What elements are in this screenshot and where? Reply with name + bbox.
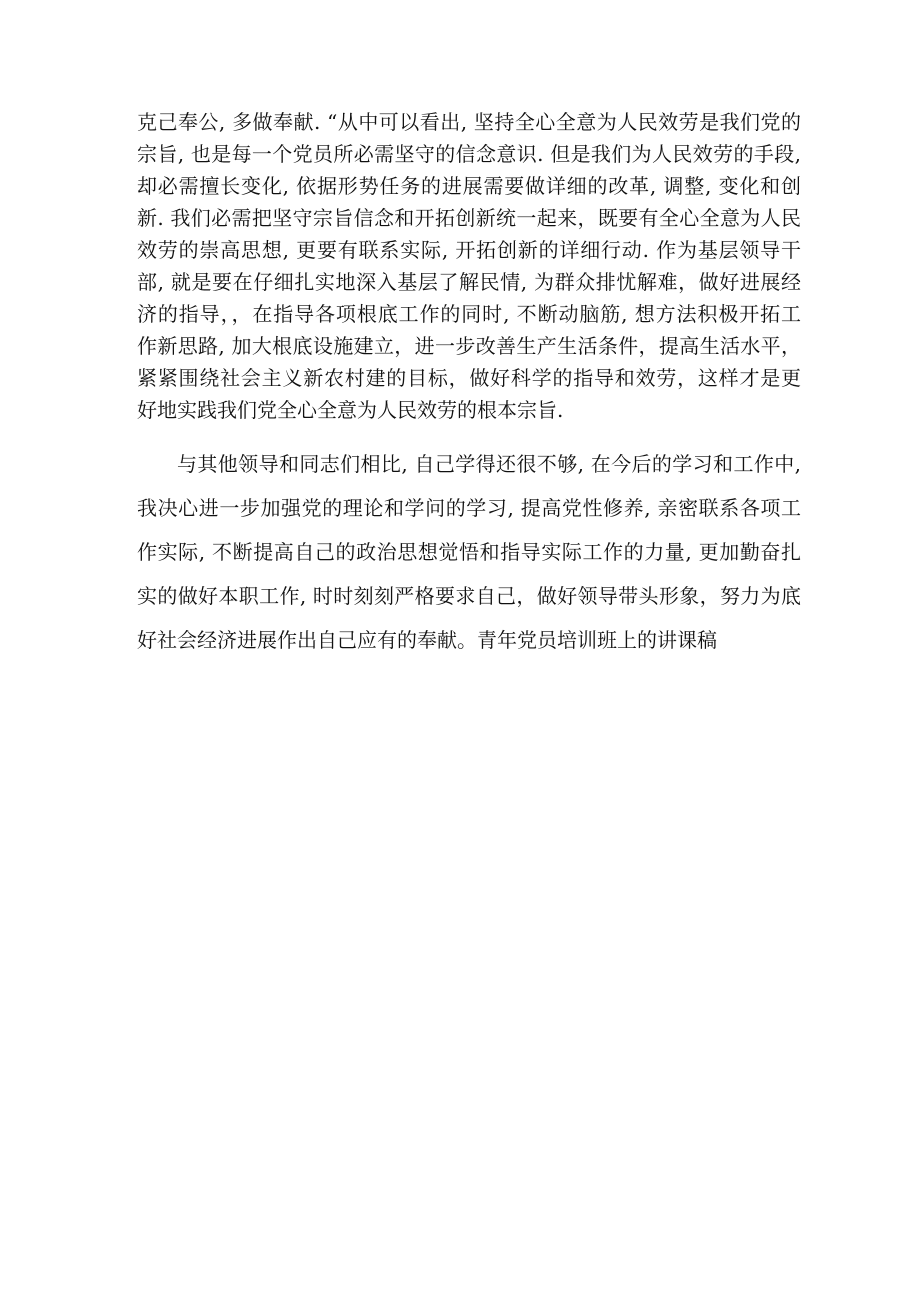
text-line: 新. 我们必需把坚守宗旨信念和开拓创新统一起来，既要有全心全意为人民 bbox=[137, 206, 801, 230]
paragraph-2 bbox=[137, 442, 801, 662]
text-line: 我决心进一步加强党的理论和学问的学习, 提高党性修养, 亲密联系各项工 bbox=[137, 496, 801, 520]
text-line: 与其他领导和同志们相比, 自己学得还很不够, 在今后的学习和工作中, bbox=[177, 452, 801, 476]
text-line: 好社会经济进展作出自己应有的奉献。青年党员培训班上的讲课稿 bbox=[137, 628, 717, 652]
text-line: 作新思路, 加大根底设施建立，进一步改善生产生活条件，提高生活水平， bbox=[137, 334, 801, 358]
text-line: 部, 就是要在仔细扎实地深入基层了解民情, 为群众排忧解难，做好进展经 bbox=[137, 270, 801, 294]
text-line: 作实际, 不断提高自己的政治思想觉悟和指导实际工作的力量, 更加勤奋扎 bbox=[137, 540, 801, 564]
text-line: 克己奉公, 多做奉献. “从中可以看出, 坚持全心全意为人民效劳是我们党的 bbox=[137, 110, 801, 134]
text-line: 却必需擅长变化, 依据形势任务的进展需要做详细的改革, 调整, 变化和创 bbox=[137, 174, 801, 198]
text-line: 紧紧围绕社会主义新农村建的目标，做好科学的指导和效劳，这样才是更 bbox=[137, 366, 801, 390]
paragraph-1 bbox=[137, 106, 801, 426]
text-line: 好地实践我们党全心全意为人民效劳的根本宗旨. bbox=[137, 398, 564, 422]
text-line: 效劳的崇高思想, 更要有联系实际, 开拓创新的详细行动. 作为基层领导干 bbox=[137, 238, 801, 262]
text-line: 济的指导，，在指导各项根底工作的同时, 不断动脑筋, 想方法积极开拓工 bbox=[137, 302, 801, 326]
document-body bbox=[137, 106, 801, 662]
text-line: 实的做好本职工作, 时时刻刻严格要求自己，做好领导带头形象，努力为底 bbox=[137, 584, 801, 608]
text-line: 宗旨, 也是每一个党员所必需坚守的信念意识. 但是我们为人民效劳的手段, bbox=[137, 142, 801, 166]
